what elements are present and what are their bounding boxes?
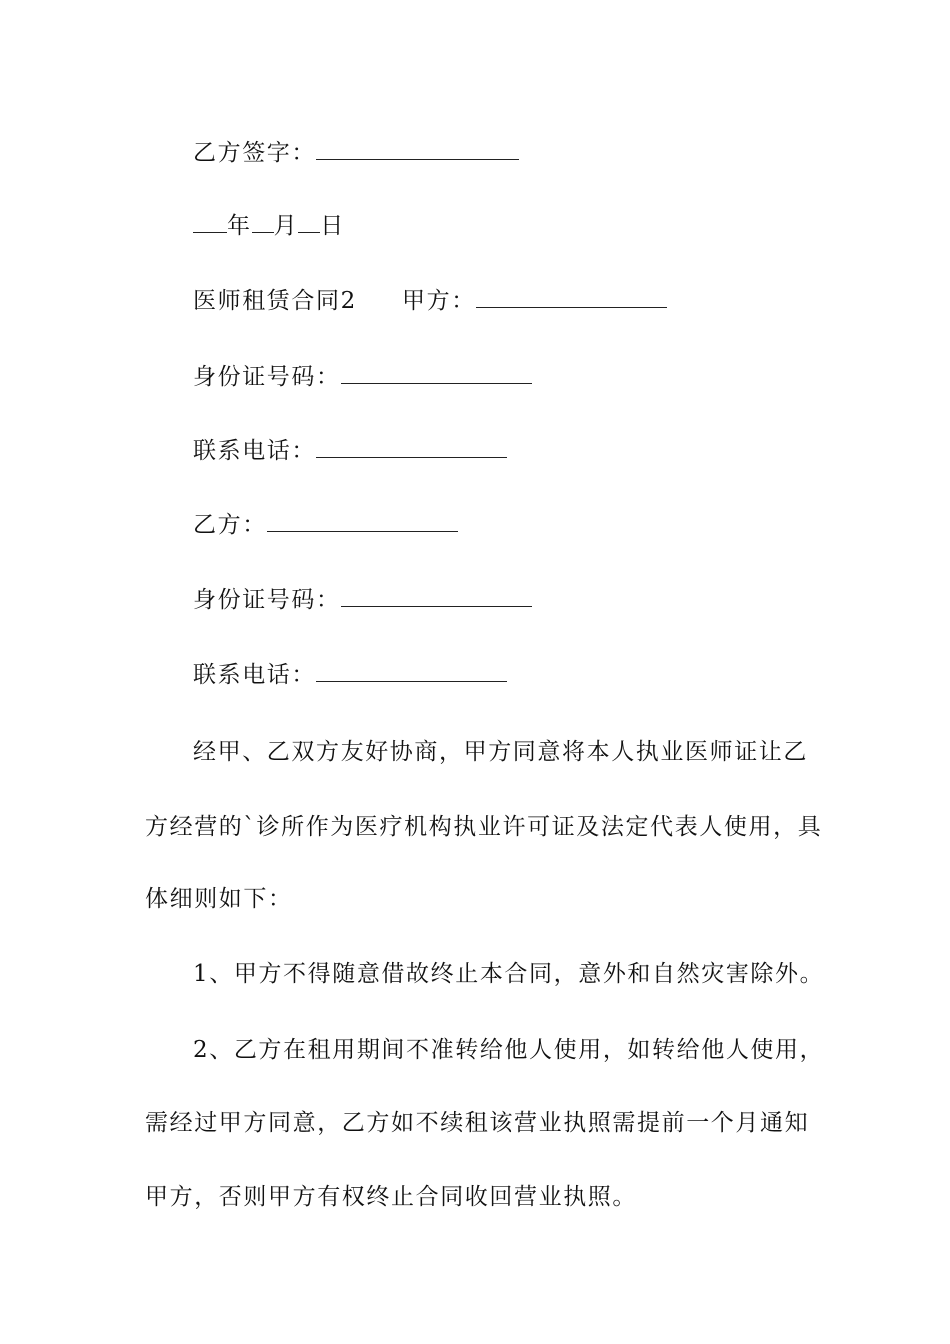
year-blank[interactable]	[193, 212, 227, 233]
date-month-label: 月	[273, 213, 299, 239]
date-year-label: 年	[227, 213, 252, 239]
party-a-phone-blank[interactable]	[316, 437, 507, 458]
party-a-id-label: 身份证号码：	[193, 364, 341, 390]
party-a-blank[interactable]	[476, 287, 667, 308]
intro-paragraph-line: 经甲、乙双方友好协商，甲方同意将本人执业医师证让乙	[193, 739, 808, 765]
month-blank[interactable]	[252, 212, 274, 233]
party-b-signature-row	[193, 138, 519, 168]
party-b-phone-row	[193, 660, 507, 690]
party-a-id-row	[193, 362, 532, 392]
party-a-id-blank[interactable]	[341, 363, 532, 384]
contract-title: 医师租赁合同2	[193, 288, 357, 314]
party-b-signature-label: 乙方签字：	[193, 140, 316, 166]
party-a-phone-row	[193, 436, 507, 466]
intro-paragraph-line: 方经营的`诊所作为医疗机构执业许可证及法定代表人使用，具	[145, 814, 823, 840]
date-row	[193, 211, 345, 241]
clause-1: 1、甲方不得随意借故终止本合同，意外和自然灾害除外。	[193, 961, 825, 987]
intro-paragraph-line: 体细则如下：	[145, 886, 293, 912]
party-b-signature-blank[interactable]	[316, 139, 519, 160]
day-blank[interactable]	[298, 212, 320, 233]
party-a-phone-label: 联系电话：	[193, 438, 316, 464]
party-a-row	[402, 286, 667, 316]
party-b-id-blank[interactable]	[341, 586, 532, 607]
party-b-id-row	[193, 585, 532, 615]
party-b-blank[interactable]	[267, 511, 458, 532]
party-b-row	[193, 510, 458, 540]
party-b-label: 乙方：	[193, 512, 267, 538]
clause-2-line: 2、乙方在租用期间不准转给他人使用，如转给他人使用，	[193, 1037, 825, 1063]
contract-title-row	[193, 286, 357, 316]
date-day-label: 日	[320, 213, 345, 239]
party-b-id-label: 身份证号码：	[193, 587, 341, 613]
clause-2-line: 需经过甲方同意，乙方如不续租该营业执照需提前一个月通知	[145, 1110, 810, 1136]
party-b-phone-label: 联系电话：	[193, 662, 316, 688]
clause-2-line: 甲方，否则甲方有权终止合同收回营业执照。	[145, 1184, 637, 1210]
party-a-label: 甲方：	[402, 288, 476, 314]
party-b-phone-blank[interactable]	[316, 661, 507, 682]
